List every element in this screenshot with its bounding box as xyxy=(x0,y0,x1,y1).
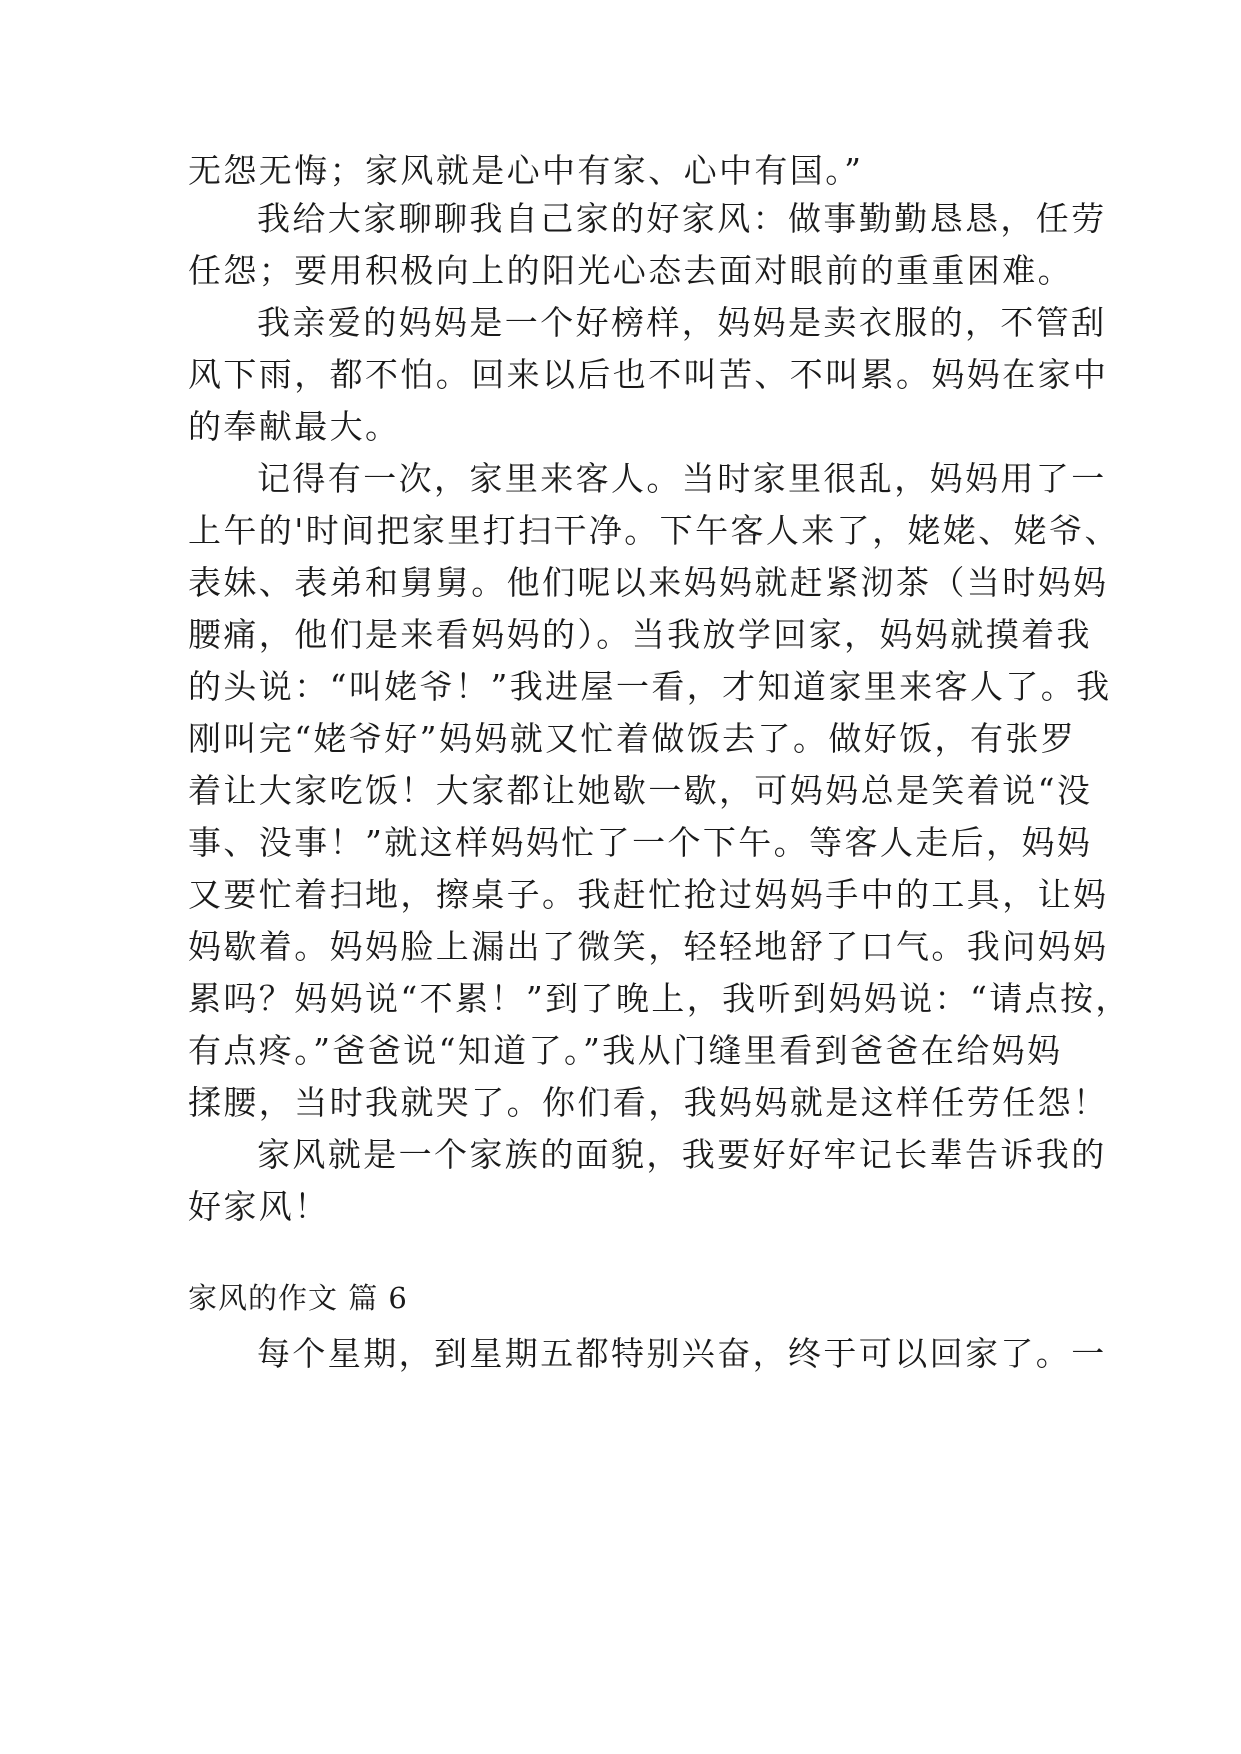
text-line: 又要忙着扫地，擦桌子。我赶忙抢过妈妈手中的工具，让妈 xyxy=(188,875,1109,914)
text-line: 每个星期，到星期五都特别兴奋，终于可以回家了。一 xyxy=(257,1334,1107,1373)
text-line: 事、没事！”就这样妈妈忙了一个下午。等客人走后，妈妈 xyxy=(188,823,1093,862)
text-line: 刚叫完“姥爷好”妈妈就又忙着做饭去了。做好饭，有张罗 xyxy=(188,719,1077,758)
text-line: 好家风！ xyxy=(188,1187,330,1226)
text-line: 的头说：“叫姥爷！”我进屋一看，才知道家里来客人了。我 xyxy=(188,667,1112,706)
text-line: 揉腰，当时我就哭了。你们看，我妈妈就是这样任劳任怨！ xyxy=(188,1083,1109,1122)
text-line: 表妹、表弟和舅舅。他们呢以来妈妈就赶紧沏茶（当时妈妈 xyxy=(188,563,1109,602)
text-line: 无怨无悔；家风就是心中有家、心中有国。” xyxy=(188,151,864,190)
text-line: 妈歇着。妈妈脸上漏出了微笑，轻轻地舒了口气。我问妈妈 xyxy=(188,927,1109,966)
text-line: 的奉献最大。 xyxy=(188,407,401,446)
text-line: 腰痛，他们是来看妈妈的）。当我放学回家，妈妈就摸着我 xyxy=(188,615,1092,654)
text-line: 记得有一次，家里来客人。当时家里很乱，妈妈用了一 xyxy=(257,459,1107,498)
section-heading: 家风的作文 篇 6 xyxy=(188,1281,408,1315)
text-line: 我亲爱的妈妈是一个好榜样，妈妈是卖衣服的，不管刮 xyxy=(257,303,1107,342)
text-line: 着让大家吃饭！大家都让她歇一歇，可妈妈总是笑着说“没 xyxy=(188,771,1093,810)
text-line: 任怨；要用积极向上的阳光心态去面对眼前的重重困难。 xyxy=(188,251,1073,290)
text-line: 有点疼。”爸爸说“知道了。”我从门缝里看到爸爸在给妈妈 xyxy=(188,1031,1063,1070)
text-line: 我给大家聊聊我自己家的好家风：做事勤勤恳恳，任劳 xyxy=(257,199,1107,238)
text-line: 家风就是一个家族的面貌，我要好好牢记长辈告诉我的 xyxy=(257,1135,1107,1174)
text-line: 风下雨，都不怕。回来以后也不叫苦、不叫累。妈妈在家中 xyxy=(188,355,1109,394)
text-line: 累吗？妈妈说“不累！”到了晚上，我听到妈妈说：“请点按， xyxy=(188,979,1131,1018)
text-line: 上午的'时间把家里打扫干净。下午客人来了，姥姥、姥爷、 xyxy=(188,511,1120,550)
